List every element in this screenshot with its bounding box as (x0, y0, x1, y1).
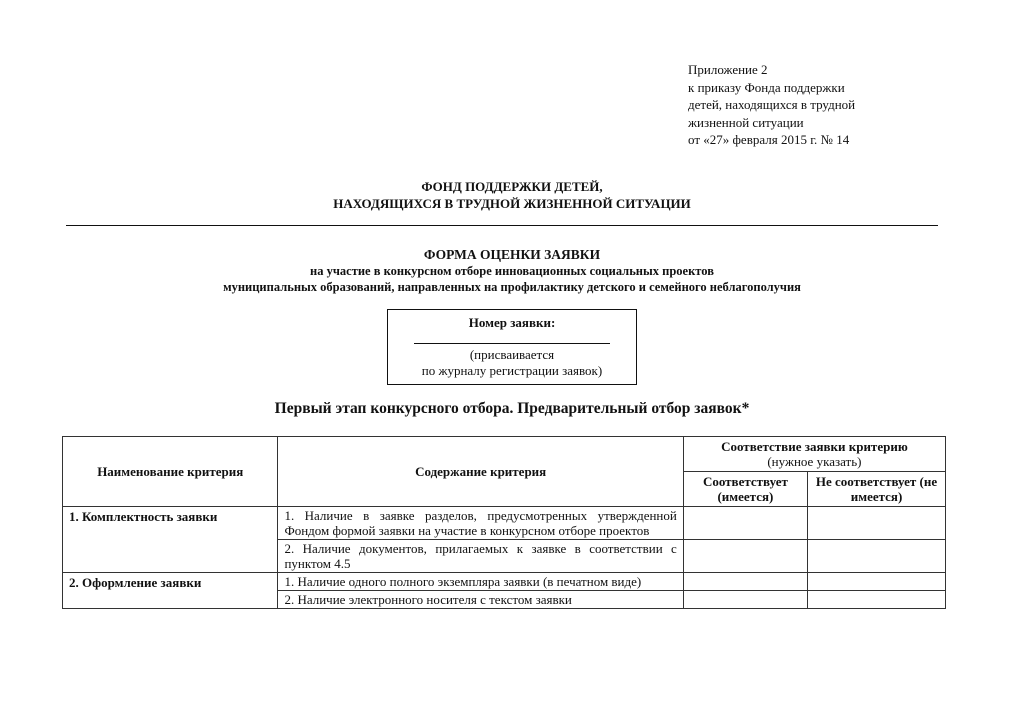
header-complies: Соответствует (имеется) (683, 472, 807, 507)
not-complies-cell[interactable] (808, 507, 946, 540)
criterion-name: 1. Комплектность заявки (63, 507, 278, 573)
header-criterion-name: Наименование критерия (63, 437, 278, 507)
criterion-item: 2. Наличие документов, прилагаемых к заявке в соответствии с пунктом 4.5 (278, 540, 683, 573)
form-title: ФОРМА ОЦЕНКИ ЗАЯВКИ (423, 247, 601, 262)
not-complies-cell[interactable] (808, 591, 946, 609)
form-subtitle-line-1: на участие в конкурсном отборе инновационных социальных проектов (310, 264, 714, 278)
complies-cell[interactable] (683, 540, 807, 573)
criterion-name: 2. Оформление заявки (63, 573, 278, 609)
organization-line-1: ФОНД ПОДДЕРЖКИ ДЕТЕЙ, (421, 179, 603, 194)
table-row (63, 573, 946, 591)
application-number-box (387, 309, 637, 385)
table-header-row (63, 437, 946, 472)
criterion-item: 2. Наличие электронного носителя с текстом заявки (278, 591, 683, 609)
application-number-note (388, 347, 636, 379)
header-not-complies: Не соответствует (не имеется) (808, 472, 946, 507)
appendix-line: жизненной ситуации (688, 114, 804, 130)
table-row (63, 507, 946, 540)
appendix-block (688, 61, 855, 149)
criteria-table (62, 436, 946, 609)
stage-title: Первый этап конкурсного отбора. Предварительный отбор заявок* (274, 400, 750, 417)
criterion-item: 1. Наличие одного полного экземпляра заявки (в печатном виде) (278, 573, 683, 591)
application-number-blank-line (414, 343, 610, 344)
organization-line-2: НАХОДЯЩИХСЯ В ТРУДНОЙ ЖИЗНЕННОЙ СИТУАЦИИ (333, 196, 691, 211)
complies-cell[interactable] (683, 573, 807, 591)
header-criterion-content: Содержание критерия (278, 437, 683, 507)
header-compliance-note: (нужное указать) (767, 454, 862, 469)
form-subtitle-line-2: муниципальных образований, направленных на профилактику детского и семейного неблагополучия (223, 280, 801, 294)
not-complies-cell[interactable] (808, 573, 946, 591)
not-complies-cell[interactable] (808, 540, 946, 573)
complies-cell[interactable] (683, 507, 807, 540)
form-title-block (0, 247, 1024, 295)
criterion-item: 1. Наличие в заявке разделов, предусмотренных утвержденной Фондом формой заявки на участие в конкурсном отборе проектов (278, 507, 683, 540)
heading-divider (66, 225, 938, 226)
application-number-note-line-2: по журналу регистрации заявок) (421, 363, 603, 378)
header-compliance-title: Соответствие заявки критерию (721, 439, 908, 454)
application-number-label: Номер заявки: (468, 315, 556, 330)
complies-cell[interactable] (683, 591, 807, 609)
organization-heading (0, 178, 1024, 212)
appendix-line: Приложение 2 (688, 62, 768, 77)
application-number-note-line-1: (присваивается (469, 347, 555, 362)
appendix-line: к приказу Фонда поддержки (688, 79, 845, 95)
header-compliance (683, 437, 945, 472)
appendix-line: детей, находящихся в трудной (688, 97, 856, 112)
appendix-line: от «27» февраля 2015 г. № 14 (688, 132, 850, 147)
